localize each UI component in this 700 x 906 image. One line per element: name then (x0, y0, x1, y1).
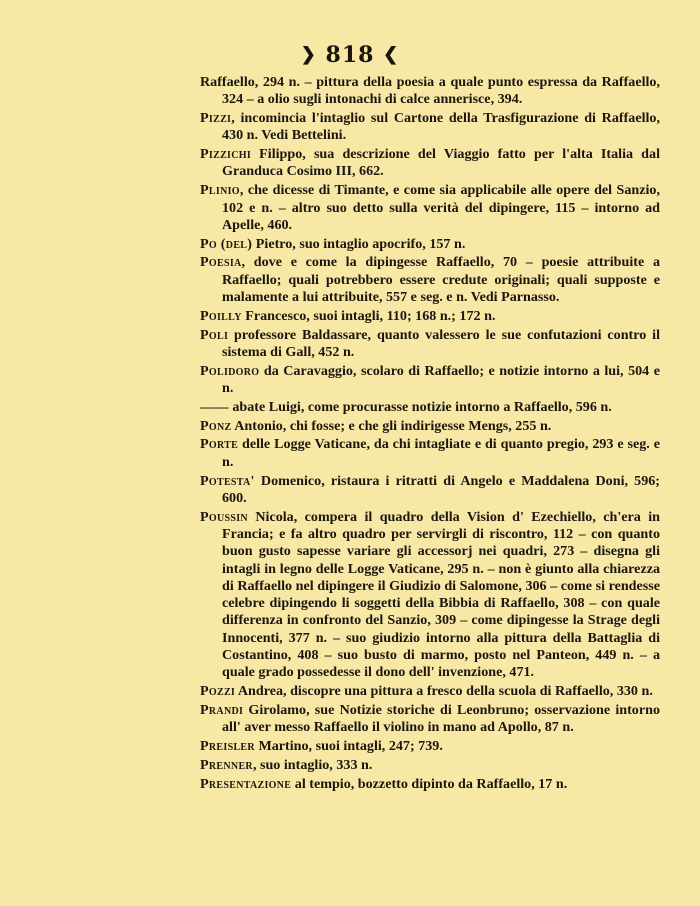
index-entries (200, 74, 660, 794)
entry-heading: Prandi (200, 701, 244, 718)
index-entry (200, 683, 660, 700)
entry-heading: Prenner (200, 756, 253, 773)
entry-heading: Presentazione (200, 775, 292, 792)
entry-text: Andrea, discopre una pittura a fresco della scuola di Raffaello, 330 n. (235, 683, 653, 700)
entry-text: Girolamo, sue Notizie storiche di Leonbruno; osservazione intorno all' aver messo Raffaello il violino in mano ad Apollo, 87 n. (222, 701, 660, 736)
index-entry (200, 254, 660, 306)
page-number-header (0, 42, 700, 68)
page-number: 818 (325, 42, 375, 68)
entry-text: al tempio, bozzetto dipinto da Raffaello, 17 n. (291, 775, 568, 792)
entry-heading: Ponz (200, 417, 232, 434)
entry-heading: Polidoro (200, 362, 260, 379)
index-entry (200, 236, 660, 253)
entry-text: Antonio, chi fosse; e che gli indirigesse Mengs, 255 n. (231, 417, 552, 434)
entry-text: Domenico, ristaura i ritratti di Angelo e Maddalena Doni, 596; 600. (222, 472, 660, 506)
entry-text: Nicola, compera il quadro della Vision d' Ezechiello, ch'era in Francia; e fa altro quadro per servirgli di riscontro, 112 – con quanto buon gusto sapesse variare gli accessorj nei quadri, 273 – disegna gli intagli in legno delle Logge Vaticane, 295 n. – non è giunto alla chiarezza di Raffaello nel dipingere il Giudizio di Salomone, 306 – come si rendesse celebre dipingendo li soggetti della Bibbia di Raffaello, 308 – con quale differenza in confronto del Sanzio, 309 – come dipingesse la Strage degli Innocenti, 377 n. – suo giudizio intorno alla pittura della Battaglia di Costantino, 408 – suo busto di marmo, posto nel Panteon, 449 n. – a quale grado possedesse il dono dell' invenzione, 471. (222, 508, 660, 681)
index-entry (200, 308, 660, 325)
entry-heading: Poilly (200, 307, 242, 324)
index-entry (200, 738, 660, 755)
entry-heading: Pizzichi (200, 146, 252, 163)
entry-text: , suo intaglio, 333 n. (252, 756, 373, 773)
entry-text: Francesco, suoi intagli, 110; 168 n.; 172 n. (241, 307, 496, 324)
index-entry (200, 110, 660, 145)
entry-heading: Poli (200, 326, 229, 343)
index-entry (200, 757, 660, 774)
entry-heading: Potesta' (200, 472, 255, 489)
index-entry (200, 399, 660, 416)
entry-text: Pietro, suo intaglio apocrifo, 157 n. (252, 235, 466, 252)
entry-text: , incomincia l'intaglio sul Cartone della Trasfigurazione di Raffaello, 430 n. Vedi Bettelini. (222, 110, 660, 144)
index-entry (200, 363, 660, 398)
index-entry (200, 74, 660, 109)
entry-text: Raffaello, 294 n. – pittura della poesia a quale punto espressa da Raffaello, 324 – a olio sugli intonachi di calce annerisce, 394. (200, 74, 660, 108)
index-entry (200, 182, 660, 234)
index-entry (200, 436, 660, 471)
entry-heading: Pozzi (200, 683, 236, 700)
entry-heading: Poussin (200, 508, 248, 525)
index-entry (200, 327, 660, 362)
entry-heading: Porte (200, 436, 239, 453)
index-entry (200, 509, 660, 682)
entry-heading: —— (200, 398, 229, 415)
entry-text: da Caravaggio, scolaro di Raffaello; e notizie intorno a lui, 504 e n. (222, 362, 660, 397)
entry-heading: Po (del) (200, 235, 253, 252)
index-entry (200, 702, 660, 737)
entry-text: Martino, suoi intagli, 247; 739. (254, 737, 443, 754)
index-entry (200, 418, 660, 435)
index-entry (200, 473, 660, 508)
entry-heading: Plinio (200, 182, 240, 199)
entry-text: abate Luigi, come procurasse notizie intorno a Raffaello, 596 n. (228, 398, 612, 415)
entry-text: Filippo, sua descrizione del Viaggio fatto per l'alta Italia dal Granduca Cosimo III, 662. (222, 146, 660, 180)
entry-heading: Pizzi (200, 110, 232, 127)
index-entry (200, 776, 660, 793)
entry-text: delle Logge Vaticane, da chi intagliate e di quanto pregio, 293 e seg. e n. (222, 436, 660, 470)
index-entry (200, 146, 660, 181)
entry-heading: Preisler (200, 737, 255, 754)
entry-text: , che dicesse di Timante, e come sia applicabile alle opere del Sanzio, 102 e n. – altro suo detto sulla verità del dipingere, 115 – intorno ad Apelle, 460. (222, 182, 660, 233)
ornament-right-icon: ❮ (383, 44, 400, 65)
entry-text: professore Baldassare, quanto valessero le sue confutazioni contro il sistema di Gall, 452 n. (222, 326, 660, 360)
entry-text: , dove e come la dipingesse Raffaello, 70 – poesie attribuite a Raffaello; quali potrebbero essere credute originali; quali supposte e malamente a lui attribuite, 557 e seg. e n. Vedi Parnasso. (222, 254, 660, 306)
entry-heading: Poesia (200, 254, 242, 271)
ornament-left-icon: ❯ (300, 44, 317, 65)
